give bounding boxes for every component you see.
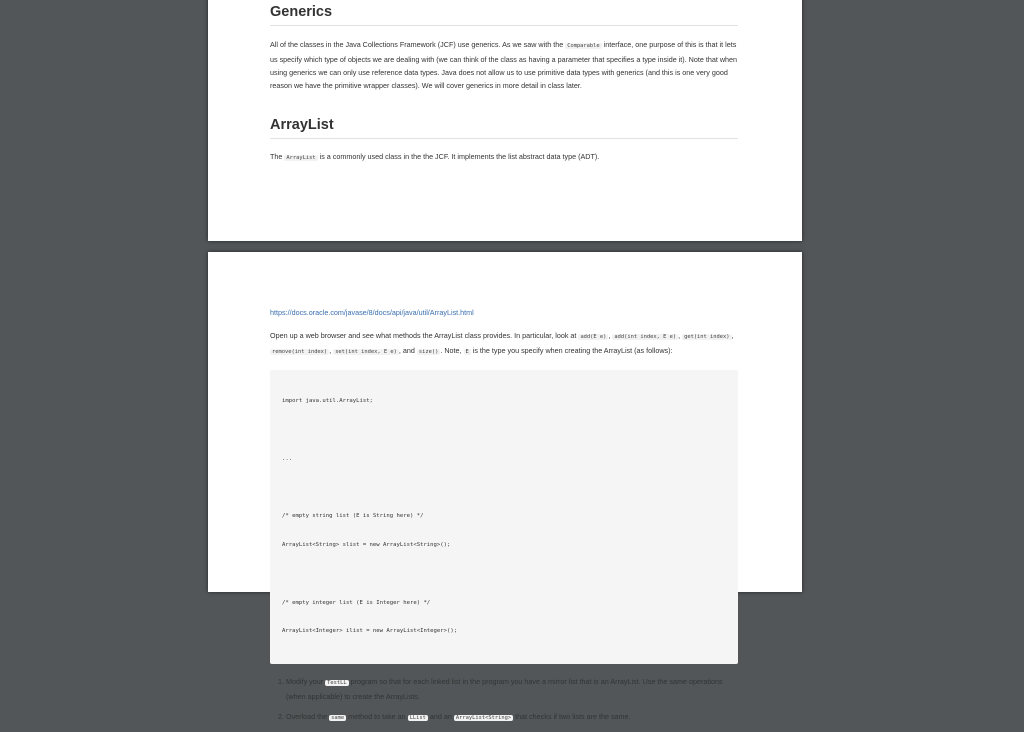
inline-code: remove(int index)	[272, 349, 328, 355]
list-item	[286, 710, 738, 725]
text-span: ,	[329, 346, 334, 355]
inline-code: E	[465, 349, 469, 355]
text-span: ,	[731, 331, 734, 340]
code-line: ArrayList<String> slist = new ArrayList<String>();	[282, 542, 451, 549]
inline-code: same	[331, 715, 345, 722]
text-span: All of the classes in the Java Collections Framework (JCF) use generics. As we saw with the	[270, 40, 566, 49]
inline-code: ArrayList<String>	[455, 715, 512, 722]
text-span: interface, one purpose of this is that it lets us specify which type of objects we are dealing with (we can think of the class as having a parameter that specifies a type inside it). Note that when using generics we can only use reference data types. Java does not allow us to use primitive data types with generics (and this is one very good reason we have the primitive wrapper classes). We will cover generics in more detail in class later.	[270, 40, 738, 90]
text-span: ,	[608, 331, 613, 340]
code-line: ArrayList<Integer> ilist = new ArrayList<Integer>();	[282, 628, 458, 635]
inline-code: get(int index)	[684, 334, 730, 340]
text-span: The	[270, 152, 285, 161]
text-span: Modify your	[286, 677, 326, 687]
text-span: ,	[678, 331, 683, 340]
inline-code: LList	[409, 715, 426, 722]
text-span: Overload the	[286, 712, 330, 722]
arraylist-section	[270, 117, 738, 165]
document-page-2	[208, 252, 802, 722]
generics-heading: Generics	[270, 4, 738, 26]
intro-paragraph	[270, 329, 738, 359]
document-page-1	[208, 0, 802, 241]
list-item	[286, 675, 738, 703]
text-span: . Note,	[440, 346, 464, 355]
code-block	[270, 370, 738, 664]
text-span: is a commonly used class in the the JCF. It implements the list abstract data type (ADT).	[317, 152, 600, 161]
code-line: /* empty string list (E is String here) */	[282, 513, 424, 520]
arraylist-heading: ArrayList	[270, 117, 738, 139]
generics-section	[270, 4, 738, 92]
inline-code: set(int index, E e)	[335, 349, 397, 355]
text-span: that checks if two lists are the same.	[513, 712, 631, 722]
arraylist-paragraph	[270, 150, 738, 165]
page2-content	[270, 308, 738, 732]
text-span: Open up a web browser and see what methods the ArrayList class provides. In particular, look at	[270, 331, 579, 340]
inline-code: ArrayList	[286, 155, 316, 161]
code-line: import java.util.ArrayList;	[282, 398, 373, 405]
text-span: and an	[427, 712, 454, 722]
inline-code: size()	[418, 349, 439, 355]
text-span: , and	[398, 346, 417, 355]
inline-code: Comparable	[567, 43, 600, 49]
text-span: program so that for each linked list in the program you have a mirror list that is an ArrayList. Use the same operations (when applicable) to create the ArrayLists.	[286, 677, 723, 702]
text-span: is the type you specify when creating the ArrayList (as follows):	[470, 346, 673, 355]
code-line	[282, 484, 726, 494]
text-span: method to take an	[346, 712, 408, 722]
code-line: /* empty integer list (E is Integer here) */	[282, 599, 431, 606]
exercise-list	[270, 675, 738, 725]
inline-code: add(int index, E e)	[614, 334, 677, 340]
arraylist-docs-link[interactable]: https://docs.oracle.com/javase/8/docs/api/java/util/ArrayList.html	[270, 308, 474, 317]
code-line	[282, 570, 726, 580]
code-line: ...	[282, 455, 293, 462]
inline-code: TestLL	[327, 680, 347, 687]
generics-paragraph	[270, 38, 738, 92]
code-line	[282, 426, 726, 436]
inline-code: add(E e)	[580, 334, 607, 340]
